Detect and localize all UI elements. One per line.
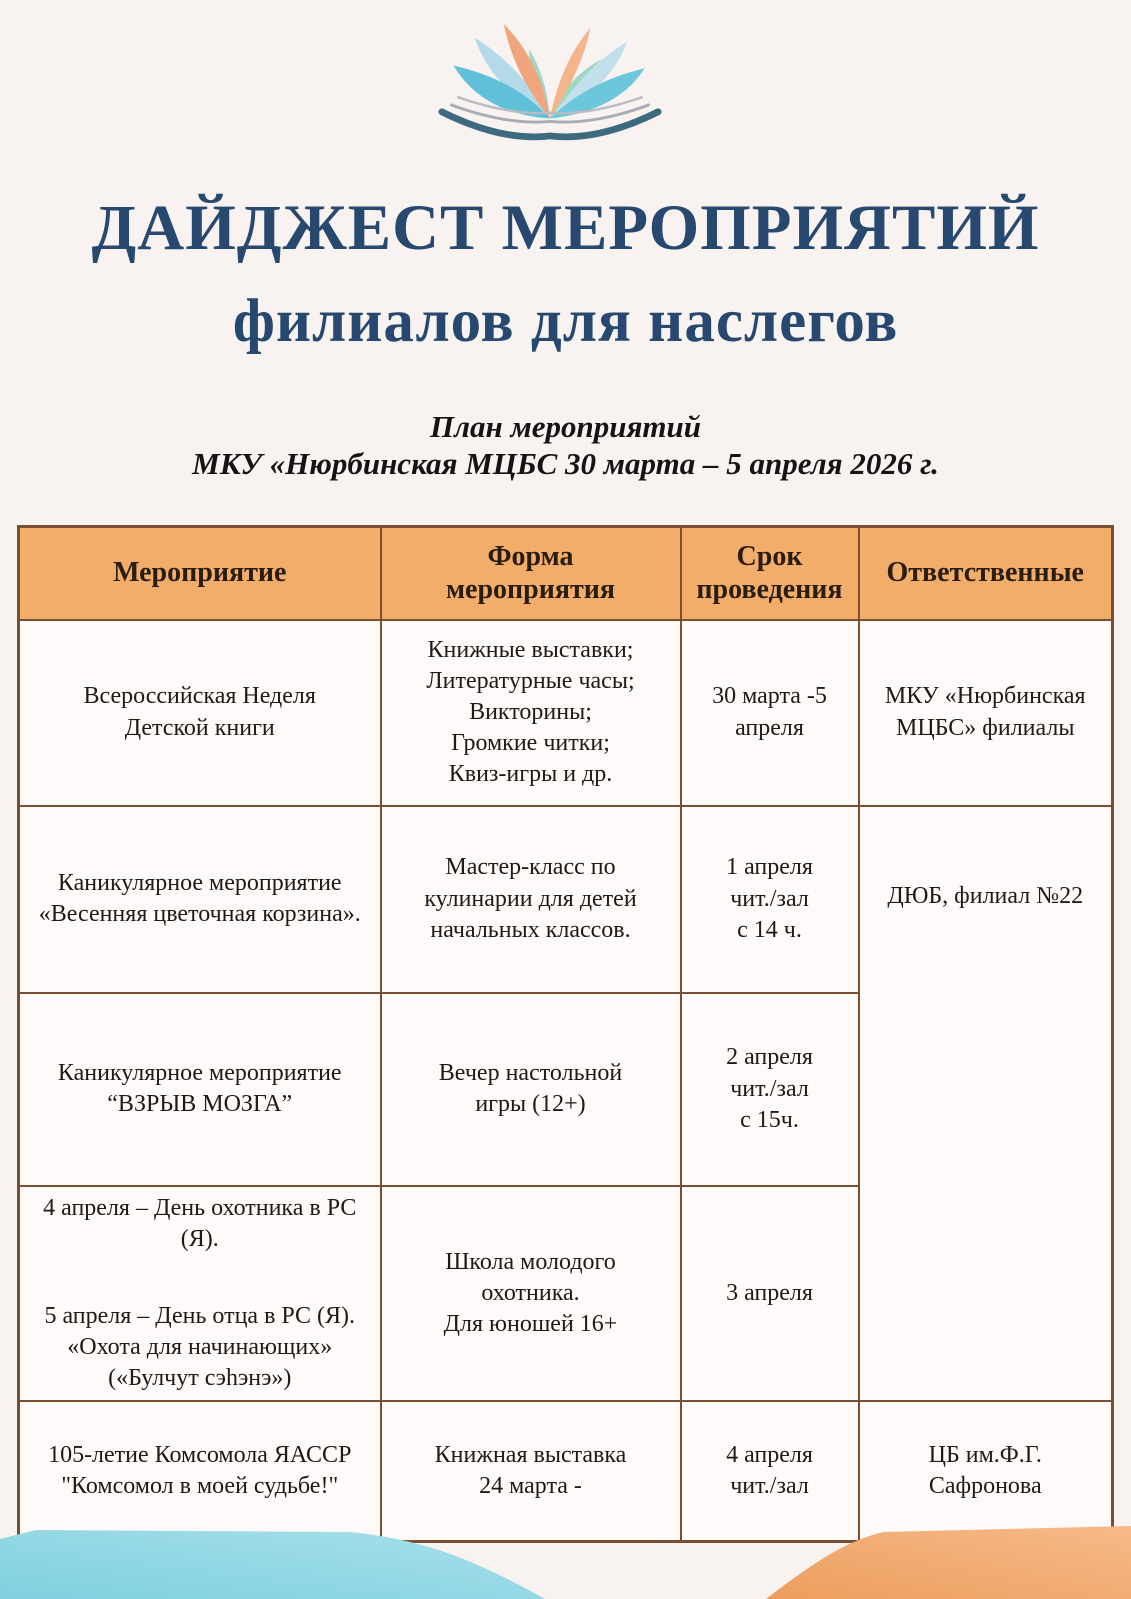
table-row [19, 620, 1113, 806]
plan-subtitle [0, 408, 1131, 482]
page-title-line2: филиалов для наслегов [232, 288, 899, 356]
cell-date: 2 апреля чит./зал с 15ч. [681, 993, 859, 1186]
orange-wave-decoration [766, 1526, 1131, 1599]
cell-form: Мастер-класс по кулинарии для детей начальных классов. [381, 806, 681, 993]
cell-date: 4 апреля чит./зал [681, 1401, 859, 1541]
cell-responsible-merged: ДЮБ, филиал №22 [859, 806, 1113, 1402]
cell-form: Книжные выставки; Литературные часы; Викторины; Громкие читки; Квиз-игры и др. [381, 620, 681, 806]
table-header-row [19, 526, 1113, 620]
cell-event: 4 апреля – День охотника в РС (Я). 5 апреля – День отца в РС (Я). «Охота для начинающих» («Булчут сэһэнэ») [19, 1186, 381, 1402]
cell-date: 30 марта -5 апреля [681, 620, 859, 806]
cell-form: Школа молодого охотника. Для юношей 16+ [381, 1186, 681, 1402]
cell-form: Вечер настольной игры (12+) [381, 993, 681, 1186]
events-table [17, 525, 1114, 1543]
column-header-form: Форма мероприятия [381, 526, 681, 620]
column-header-event: Мероприятие [19, 526, 381, 620]
page-title-line1: ДАЙДЖЕСТ МЕРОПРИЯТИЙ [91, 192, 1040, 264]
cell-event: Всероссийская Неделя Детской книги [19, 620, 381, 806]
teal-wave-decoration [0, 1530, 545, 1599]
column-header-date: Срок проведения [681, 526, 859, 620]
bottom-decoration [0, 1523, 1131, 1599]
open-book-icon [419, 22, 681, 162]
cell-date: 3 апреля [681, 1186, 859, 1402]
cell-form: Книжная выставка 24 марта - [381, 1401, 681, 1541]
table-row [19, 806, 1113, 993]
table-row [19, 1401, 1113, 1541]
plan-subtitle-line2: МКУ «Нюрбинская МЦБС 30 марта – 5 апреля 2026 г. [192, 446, 939, 482]
cell-event: Каникулярное мероприятие “ВЗРЫВ МОЗГА” [19, 993, 381, 1186]
cell-responsible: ЦБ им.Ф.Г. Сафронова [859, 1401, 1113, 1541]
cell-event: Каникулярное мероприятие «Весенняя цветочная корзина». [19, 806, 381, 993]
column-header-responsible: Ответственные [859, 526, 1113, 620]
cell-responsible: МКУ «Нюрбинская МЦБС» филиалы [859, 620, 1113, 806]
plan-subtitle-line1: План мероприятий [429, 409, 702, 445]
cell-event: 105-летие Комсомола ЯАССР "Комсомол в моей судьбе!" [19, 1401, 381, 1541]
cell-date: 1 апреля чит./зал с 14 ч. [681, 806, 859, 993]
